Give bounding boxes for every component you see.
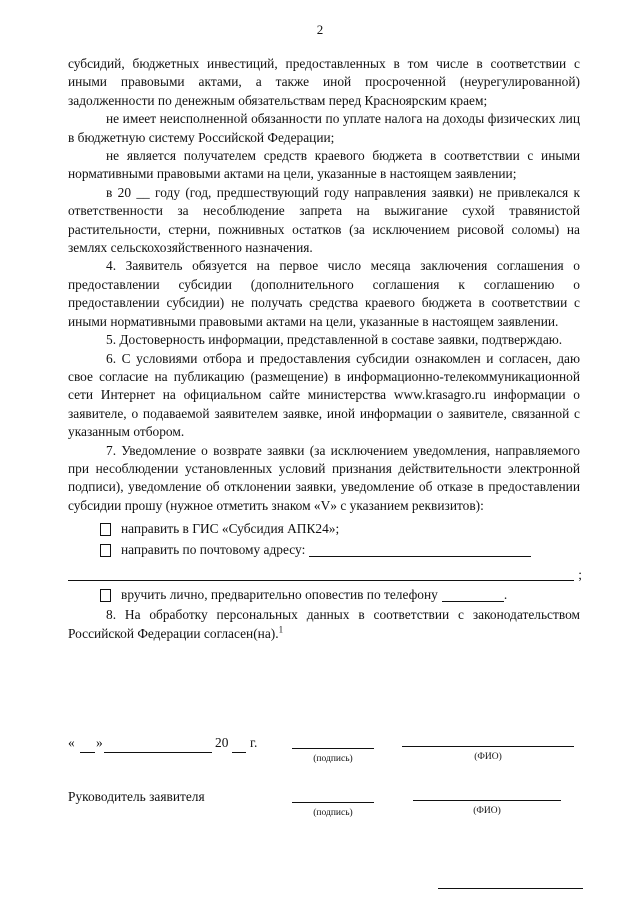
paragraph: не имеет неисполненной обязанности по уплате налога на доходы физических лиц в бюджетную систему Российской Федерации;: [68, 111, 580, 145]
head-label: Руководитель заявителя: [68, 789, 205, 804]
year-prefix: 20: [215, 735, 229, 750]
signature-line-2[interactable]: [292, 802, 374, 803]
checkbox-gis[interactable]: [100, 523, 111, 536]
paragraph: не является получателем средств краевого бюджета в соответствии с иными нормативными правовыми актами на цели, указанные в настоящем заявлении;: [68, 148, 580, 182]
signature-line-1[interactable]: [292, 748, 374, 749]
paragraph: субсидий, бюджетных инвестиций, предоставленных в том числе в соответствии с иными правовыми актами, а также иной просроченной (неурегулированной) задолженности по денежным обязательствам перед Красноярским краем;: [68, 56, 580, 108]
option-gis[interactable]: [68, 519, 580, 540]
signature-caption-1: (подпись): [313, 754, 353, 764]
fio-caption-2: (ФИО): [473, 806, 501, 816]
year-field[interactable]: [232, 752, 246, 753]
paragraph: 6. С условиями отбора и предоставления субсидии ознакомлен и согласен, даю свое согласие на публикацию (размещение) в информационно-телекоммуникационной сети Интернет на официальном сайте министерства www.krasagro.ru информации о заявителе, о подаваемой заявителем заявке, иной информации о заявителе, связанной с указанным отбором.: [68, 350, 580, 440]
page-number: 2: [316, 22, 324, 37]
fio-line-2[interactable]: [413, 800, 561, 801]
paragraph-consent: [68, 606, 580, 643]
post-address-field[interactable]: [309, 544, 531, 557]
date-quote-open: «: [68, 735, 75, 750]
footnote-separator: [438, 888, 583, 889]
fio-line-1[interactable]: [402, 746, 574, 747]
option-post[interactable]: [68, 540, 580, 561]
option-personal[interactable]: [68, 585, 580, 606]
fio-caption-1: (ФИО): [474, 752, 502, 762]
period: .: [503, 587, 508, 603]
post-address-continuation-field[interactable]: [68, 561, 582, 582]
consent-text: 8. На обработку персональных данных в соответствии с законодательством Российской Федерации согласен(на).: [68, 607, 580, 641]
year-suffix: г.: [250, 735, 258, 750]
footnote-marker: 1: [278, 624, 284, 635]
day-field[interactable]: [80, 752, 95, 753]
signature-caption-2: (подпись): [313, 808, 353, 818]
phone-field[interactable]: [442, 589, 504, 602]
paragraph: 7. Уведомление о возврате заявки (за исключением уведомления, направляемого при несоблюдении установленных условий признания действительности электронной подписи), уведомление об отклонении заявки, уведомление об отказе в предоставлении субсидии прошу (нужное отметить знаком «V» с указанием реквизитов):: [68, 442, 580, 513]
date-quote-close: »: [96, 735, 103, 750]
paragraph: 5. Достоверность информации, представленной в составе заявки, подтверждаю.: [106, 332, 563, 348]
month-field[interactable]: [104, 752, 212, 753]
paragraph: 4. Заявитель обязуется на первое число месяца заключения соглашения о предоставлении субсидии (дополнительного соглашения к соглашению о предоставлении субсидии) не получать средства краевого бюджета в соответствии с иными нормативными правовыми актами на цели, указанные в настоящем заявлении.: [68, 258, 580, 329]
checkbox-personal[interactable]: [100, 589, 111, 602]
option-post-label: направить по почтовому адресу:: [121, 542, 306, 558]
semicolon: ;: [578, 566, 582, 582]
option-gis-label: направить в ГИС «Субсидия АПК24»;: [121, 521, 340, 537]
checkbox-post[interactable]: [100, 544, 111, 557]
option-personal-label: вручить лично, предварительно оповестив по телефону: [121, 587, 438, 603]
paragraph: в 20 __ году (год, предшествующий году направления заявки) не привлекался к ответственности за несоблюдение запрета на выжигание сухой травянистой растительности, стерни, пожнивных остатков (за исключением рисовой соломы) на землях сельскохозяйственного назначения.: [68, 184, 580, 256]
document-body: [68, 55, 580, 643]
